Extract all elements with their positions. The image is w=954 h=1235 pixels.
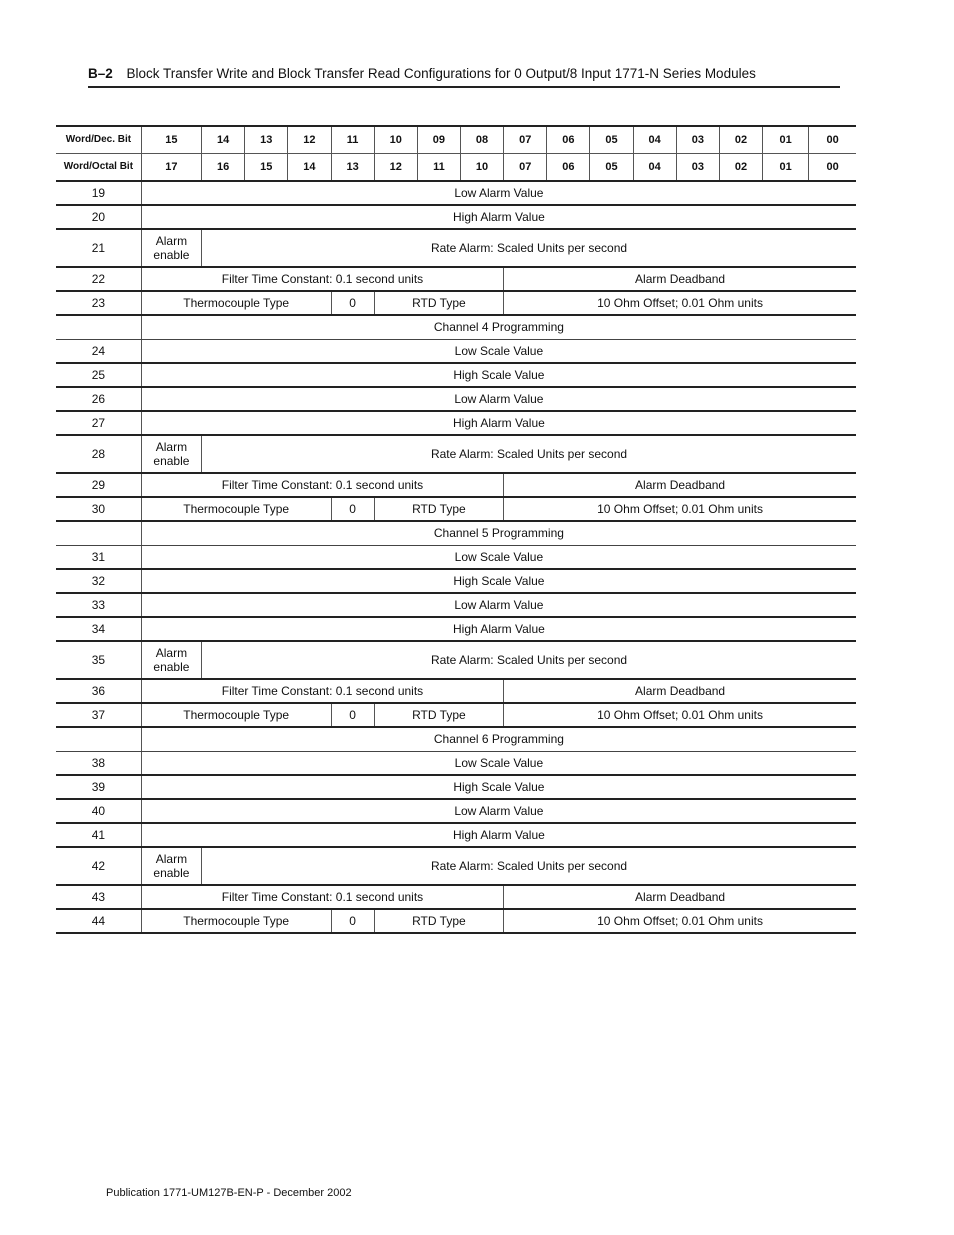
alarm-deadband-cell: Alarm Deadband (504, 679, 856, 703)
octal-bit-label: Word/Octal Bit (56, 154, 141, 182)
alarm-enable-line1: Alarm (155, 646, 188, 660)
table-row (56, 205, 856, 229)
table-row (56, 497, 856, 521)
alarm-deadband-cell: Alarm Deadband (504, 885, 856, 909)
field-cell: High Alarm Value (141, 205, 856, 229)
word-number-cell: 37 (56, 703, 141, 727)
field-cell: Low Scale Value (141, 751, 856, 775)
decimal-bit-cell: 15 (141, 126, 201, 154)
table-row (56, 473, 856, 497)
alarm-enable-cell (141, 641, 201, 679)
table-row (56, 267, 856, 291)
zero-bit-cell: 0 (331, 909, 374, 933)
field-cell: Low Scale Value (141, 545, 856, 569)
octal-bit-cell: 14 (288, 154, 331, 182)
channel-heading: Channel 5 Programming (141, 521, 856, 545)
alarm-deadband-cell: Alarm Deadband (504, 267, 856, 291)
table-row (56, 435, 856, 473)
alarm-enable-line2: enable (153, 454, 190, 468)
alarm-enable-cell (141, 435, 201, 473)
table-row (56, 315, 856, 339)
word-number-cell: 41 (56, 823, 141, 847)
table-row (56, 799, 856, 823)
table-row (56, 181, 856, 205)
rtd-type-cell: RTD Type (374, 497, 503, 521)
octal-bit-cell: 13 (331, 154, 374, 182)
decimal-bit-cell: 14 (202, 126, 245, 154)
zero-bit-cell: 0 (331, 497, 374, 521)
octal-bit-cell: 06 (547, 154, 590, 182)
decimal-bit-cell: 05 (590, 126, 633, 154)
octal-bit-cell: 11 (417, 154, 460, 182)
word-number-cell: 35 (56, 641, 141, 679)
table-row (56, 847, 856, 885)
filter-time-constant-cell: Filter Time Constant: 0.1 second units (141, 473, 503, 497)
word-number-cell: 43 (56, 885, 141, 909)
word-number-cell: 21 (56, 229, 141, 267)
alarm-enable-line1: Alarm (155, 440, 188, 454)
word-number-cell: 34 (56, 617, 141, 641)
octal-bit-cell: 10 (460, 154, 503, 182)
rate-alarm-cell: Rate Alarm: Scaled Units per second (202, 435, 856, 473)
decimal-bit-cell: 09 (417, 126, 460, 154)
word-number-cell: 27 (56, 411, 141, 435)
thermocouple-type-cell: Thermocouple Type (141, 909, 331, 933)
alarm-deadband-cell: Alarm Deadband (504, 473, 856, 497)
decimal-bit-cell: 04 (633, 126, 676, 154)
thermocouple-type-cell: Thermocouple Type (141, 291, 331, 315)
filter-time-constant-cell: Filter Time Constant: 0.1 second units (141, 679, 503, 703)
thermocouple-type-cell: Thermocouple Type (141, 497, 331, 521)
decimal-bit-cell: 10 (374, 126, 417, 154)
field-cell: High Scale Value (141, 569, 856, 593)
bit-map-table (56, 125, 856, 934)
field-cell: High Scale Value (141, 775, 856, 799)
decimal-bit-cell: 02 (719, 126, 762, 154)
word-number-cell (56, 727, 141, 751)
field-cell: Low Alarm Value (141, 593, 856, 617)
filter-time-constant-cell: Filter Time Constant: 0.1 second units (141, 885, 503, 909)
table-row (56, 641, 856, 679)
field-cell: High Scale Value (141, 363, 856, 387)
octal-bit-cell: 03 (676, 154, 719, 182)
field-cell: High Alarm Value (141, 823, 856, 847)
table-body (56, 181, 856, 933)
table-row (56, 291, 856, 315)
alarm-enable-cell (141, 847, 201, 885)
word-number-cell: 23 (56, 291, 141, 315)
table-row (56, 703, 856, 727)
alarm-enable-line1: Alarm (155, 852, 188, 866)
field-cell: High Alarm Value (141, 617, 856, 641)
octal-bit-cell: 16 (202, 154, 245, 182)
table-row (56, 363, 856, 387)
octal-bit-cell: 07 (504, 154, 547, 182)
page-number: B–2 (88, 66, 113, 81)
alarm-enable-line1: Alarm (155, 234, 188, 248)
octal-bit-cell: 05 (590, 154, 633, 182)
alarm-enable-line2: enable (153, 660, 190, 674)
table-row (56, 775, 856, 799)
table-row (56, 593, 856, 617)
publication-footer: Publication 1771-UM127B-EN-P - December 2002 (106, 1187, 352, 1199)
table-row (56, 387, 856, 411)
alarm-enable-line2: enable (153, 866, 190, 880)
table-row (56, 909, 856, 933)
table-row (56, 727, 856, 751)
word-number-cell: 25 (56, 363, 141, 387)
octal-bit-cell: 02 (719, 154, 762, 182)
word-number-cell: 26 (56, 387, 141, 411)
word-number-cell: 32 (56, 569, 141, 593)
zero-bit-cell: 0 (331, 703, 374, 727)
word-number-cell: 29 (56, 473, 141, 497)
field-cell: Low Alarm Value (141, 181, 856, 205)
decimal-bit-cell: 08 (460, 126, 503, 154)
filter-time-constant-cell: Filter Time Constant: 0.1 second units (141, 267, 503, 291)
word-number-cell: 44 (56, 909, 141, 933)
rate-alarm-cell: Rate Alarm: Scaled Units per second (202, 641, 856, 679)
word-number-cell: 19 (56, 181, 141, 205)
rtd-type-cell: RTD Type (374, 703, 503, 727)
table-row (56, 229, 856, 267)
decimal-bit-cell: 03 (676, 126, 719, 154)
ohm-offset-cell: 10 Ohm Offset; 0.01 Ohm units (504, 703, 856, 727)
decimal-bit-label: Word/Dec. Bit (56, 126, 141, 154)
table-row (56, 679, 856, 703)
table-row (56, 545, 856, 569)
ohm-offset-cell: 10 Ohm Offset; 0.01 Ohm units (504, 909, 856, 933)
decimal-bit-cell: 07 (504, 126, 547, 154)
decimal-bit-cell: 12 (288, 126, 331, 154)
table-row (56, 569, 856, 593)
word-number-cell: 22 (56, 267, 141, 291)
alarm-enable-cell (141, 229, 201, 267)
word-number-cell: 36 (56, 679, 141, 703)
ohm-offset-cell: 10 Ohm Offset; 0.01 Ohm units (504, 291, 856, 315)
table-row (56, 411, 856, 435)
zero-bit-cell: 0 (331, 291, 374, 315)
word-number-cell: 30 (56, 497, 141, 521)
table-row (56, 339, 856, 363)
page-header (88, 64, 840, 88)
channel-heading: Channel 6 Programming (141, 727, 856, 751)
word-number-cell: 42 (56, 847, 141, 885)
rtd-type-cell: RTD Type (374, 291, 503, 315)
word-number-cell: 39 (56, 775, 141, 799)
ohm-offset-cell: 10 Ohm Offset; 0.01 Ohm units (504, 497, 856, 521)
octal-bit-cell: 00 (809, 154, 856, 182)
thermocouple-type-cell: Thermocouple Type (141, 703, 331, 727)
word-number-cell: 33 (56, 593, 141, 617)
word-number-cell: 24 (56, 339, 141, 363)
word-number-cell: 31 (56, 545, 141, 569)
decimal-bit-cell: 11 (331, 126, 374, 154)
table-row (56, 885, 856, 909)
table-row (56, 521, 856, 545)
word-number-cell: 20 (56, 205, 141, 229)
rtd-type-cell: RTD Type (374, 909, 503, 933)
rate-alarm-cell: Rate Alarm: Scaled Units per second (202, 229, 856, 267)
field-cell: High Alarm Value (141, 411, 856, 435)
octal-bit-header-row (56, 154, 856, 182)
octal-bit-cell: 12 (374, 154, 417, 182)
octal-bit-cell: 04 (633, 154, 676, 182)
word-number-cell (56, 315, 141, 339)
field-cell: Low Alarm Value (141, 387, 856, 411)
page-title: Block Transfer Write and Block Transfer Read Configurations for 0 Output/8 Input 1771-N Series Modules (126, 66, 756, 81)
word-number-cell: 38 (56, 751, 141, 775)
alarm-enable-line2: enable (153, 248, 190, 262)
octal-bit-cell: 01 (763, 154, 809, 182)
decimal-bit-header-row (56, 126, 856, 154)
table-row (56, 751, 856, 775)
field-cell: Low Scale Value (141, 339, 856, 363)
channel-heading: Channel 4 Programming (141, 315, 856, 339)
decimal-bit-cell: 00 (809, 126, 856, 154)
word-number-cell (56, 521, 141, 545)
octal-bit-cell: 17 (141, 154, 201, 182)
decimal-bit-cell: 06 (547, 126, 590, 154)
word-number-cell: 40 (56, 799, 141, 823)
decimal-bit-cell: 13 (245, 126, 288, 154)
field-cell: Low Alarm Value (141, 799, 856, 823)
decimal-bit-cell: 01 (763, 126, 809, 154)
rate-alarm-cell: Rate Alarm: Scaled Units per second (202, 847, 856, 885)
table-row (56, 823, 856, 847)
table-row (56, 617, 856, 641)
word-number-cell: 28 (56, 435, 141, 473)
octal-bit-cell: 15 (245, 154, 288, 182)
